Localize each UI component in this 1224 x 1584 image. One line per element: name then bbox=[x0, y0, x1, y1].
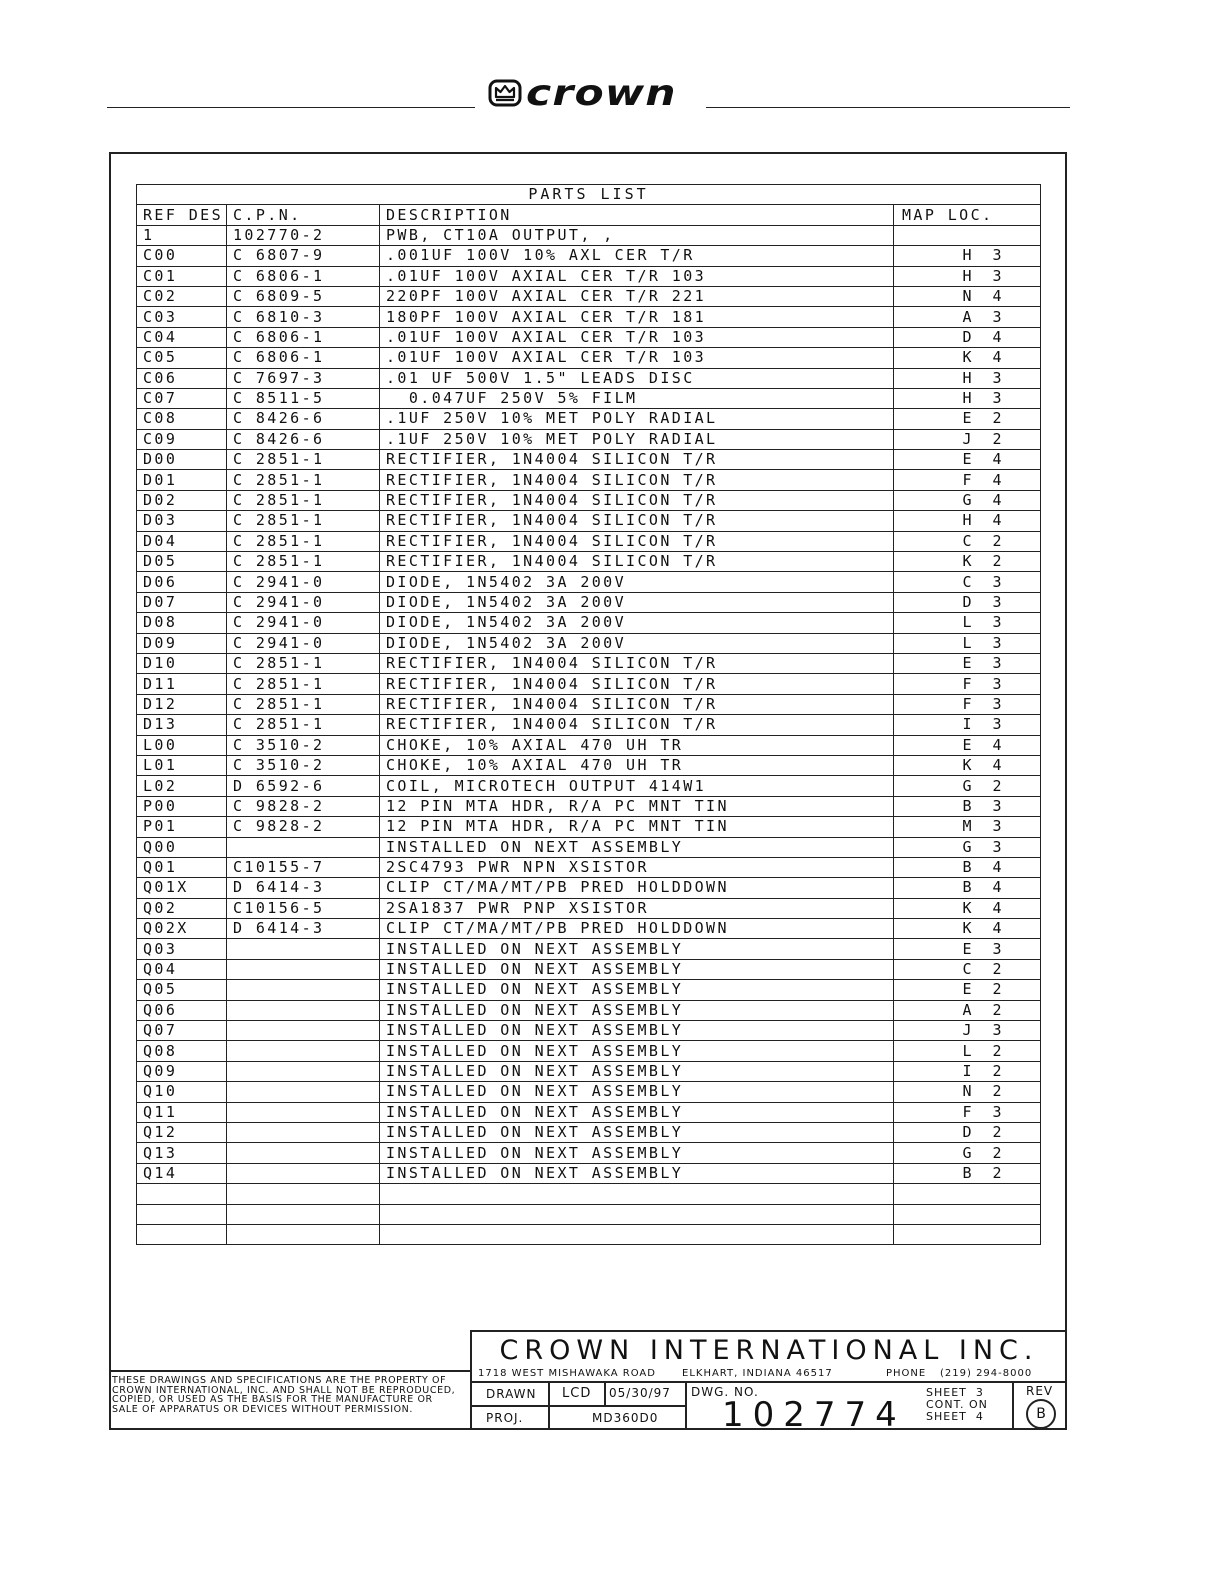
table-row bbox=[137, 368, 1041, 388]
cpn-cell: C 2851-1 bbox=[227, 653, 380, 673]
cpn-cell: C 6806-1 bbox=[227, 266, 380, 286]
table-row bbox=[137, 348, 1041, 368]
cpn-cell bbox=[227, 939, 380, 959]
title-block-div1 bbox=[548, 1381, 550, 1430]
ref-cell: C00 bbox=[137, 246, 227, 266]
description-cell: RECTIFIER, 1N4004 SILICON T/R bbox=[380, 511, 894, 531]
map-loc-cell: H 3 bbox=[894, 368, 1041, 388]
title-block-mid bbox=[470, 1381, 1067, 1383]
description-cell: 2SA1837 PWR PNP XSISTOR bbox=[380, 898, 894, 918]
table-row bbox=[137, 1082, 1041, 1102]
cpn-cell bbox=[227, 837, 380, 857]
cpn-cell: D 6414-3 bbox=[227, 919, 380, 939]
ref-cell bbox=[137, 1224, 227, 1244]
ref-cell: Q03 bbox=[137, 939, 227, 959]
description-cell bbox=[380, 1204, 894, 1224]
map-loc-cell: K 2 bbox=[894, 552, 1041, 572]
cpn-cell bbox=[227, 1163, 380, 1183]
map-loc-cell: C 2 bbox=[894, 531, 1041, 551]
map-loc-cell bbox=[894, 1204, 1041, 1224]
drawn-by: LCD bbox=[562, 1386, 592, 1401]
cpn-cell: C 2851-1 bbox=[227, 674, 380, 694]
map-loc-cell: A 2 bbox=[894, 1000, 1041, 1020]
cpn-cell: D 6414-3 bbox=[227, 878, 380, 898]
map-loc-cell: K 4 bbox=[894, 348, 1041, 368]
cpn-cell: C 3510-2 bbox=[227, 735, 380, 755]
ref-cell: P00 bbox=[137, 796, 227, 816]
description-cell: CLIP CT/MA/MT/PB PRED HOLDDOWN bbox=[380, 878, 894, 898]
description-cell: RECTIFIER, 1N4004 SILICON T/R bbox=[380, 470, 894, 490]
crown-icon bbox=[488, 78, 522, 108]
cpn-cell: C 8426-6 bbox=[227, 429, 380, 449]
table-row bbox=[137, 613, 1041, 633]
table-row bbox=[137, 409, 1041, 429]
cpn-cell: C 6806-1 bbox=[227, 327, 380, 347]
company-name: CROWN INTERNATIONAL INC. bbox=[499, 1335, 1039, 1366]
table-row bbox=[137, 450, 1041, 470]
title-block-top bbox=[470, 1330, 1067, 1332]
description-cell: .01 UF 500V 1.5" LEADS DISC bbox=[380, 368, 894, 388]
map-loc-cell: H 3 bbox=[894, 266, 1041, 286]
description-cell: INSTALLED ON NEXT ASSEMBLY bbox=[380, 837, 894, 857]
map-loc-cell: B 3 bbox=[894, 796, 1041, 816]
description-cell: .1UF 250V 10% MET POLY RADIAL bbox=[380, 409, 894, 429]
map-loc-cell bbox=[894, 1224, 1041, 1244]
table-row bbox=[137, 857, 1041, 877]
cpn-cell: C 2851-1 bbox=[227, 490, 380, 510]
description-cell: PWB, CT10A OUTPUT, , bbox=[380, 225, 894, 245]
table-row bbox=[137, 1041, 1041, 1061]
map-loc-cell bbox=[894, 1184, 1041, 1204]
table-row bbox=[137, 429, 1041, 449]
title-block-row bbox=[470, 1405, 685, 1407]
cpn-cell: C 2941-0 bbox=[227, 592, 380, 612]
map-loc-cell: E 3 bbox=[894, 939, 1041, 959]
map-loc-cell: A 3 bbox=[894, 307, 1041, 327]
cpn-cell: C 3510-2 bbox=[227, 755, 380, 775]
map-loc-cell: K 4 bbox=[894, 898, 1041, 918]
phone-number: (219) 294-8000 bbox=[940, 1368, 1033, 1379]
ref-cell: D08 bbox=[137, 613, 227, 633]
ref-cell: C03 bbox=[137, 307, 227, 327]
map-loc-cell: E 4 bbox=[894, 735, 1041, 755]
ref-cell: D09 bbox=[137, 633, 227, 653]
map-loc-cell: N 4 bbox=[894, 286, 1041, 306]
table-row bbox=[137, 572, 1041, 592]
description-cell: CHOKE, 10% AXIAL 470 UH TR bbox=[380, 755, 894, 775]
map-loc-cell: I 2 bbox=[894, 1061, 1041, 1081]
map-loc-cell: E 2 bbox=[894, 980, 1041, 1000]
cpn-cell: C 6810-3 bbox=[227, 307, 380, 327]
table-row bbox=[137, 531, 1041, 551]
dwg-no-label: DWG. NO. bbox=[691, 1385, 759, 1399]
description-cell: RECTIFIER, 1N4004 SILICON T/R bbox=[380, 715, 894, 735]
description-cell: 220PF 100V AXIAL CER T/R 221 bbox=[380, 286, 894, 306]
description-cell: 0.047UF 250V 5% FILM bbox=[380, 388, 894, 408]
ref-cell: L01 bbox=[137, 755, 227, 775]
description-cell: CHOKE, 10% AXIAL 470 UH TR bbox=[380, 735, 894, 755]
map-loc-cell: D 2 bbox=[894, 1122, 1041, 1142]
ref-cell: D03 bbox=[137, 511, 227, 531]
map-loc-cell: F 3 bbox=[894, 674, 1041, 694]
revision-badge: B bbox=[1026, 1399, 1056, 1429]
map-loc-cell: C 2 bbox=[894, 959, 1041, 979]
table-row bbox=[137, 266, 1041, 286]
ref-cell: C05 bbox=[137, 348, 227, 368]
description-cell: INSTALLED ON NEXT ASSEMBLY bbox=[380, 939, 894, 959]
ref-cell: Q01X bbox=[137, 878, 227, 898]
proj-value: MD360D0 bbox=[592, 1411, 659, 1425]
table-row bbox=[137, 1184, 1041, 1204]
notice-top-line bbox=[109, 1370, 470, 1372]
table-row bbox=[137, 735, 1041, 755]
ref-cell: C06 bbox=[137, 368, 227, 388]
ref-cell bbox=[137, 1204, 227, 1224]
description-cell: 2SC4793 PWR NPN XSISTOR bbox=[380, 857, 894, 877]
ref-cell: C02 bbox=[137, 286, 227, 306]
ref-cell: Q11 bbox=[137, 1102, 227, 1122]
map-loc-cell: B 2 bbox=[894, 1163, 1041, 1183]
table-row bbox=[137, 796, 1041, 816]
table-row bbox=[137, 225, 1041, 245]
cpn-cell: D 6592-6 bbox=[227, 776, 380, 796]
cpn-cell bbox=[227, 1102, 380, 1122]
description-cell: INSTALLED ON NEXT ASSEMBLY bbox=[380, 1061, 894, 1081]
cpn-cell bbox=[227, 1184, 380, 1204]
header-row bbox=[137, 205, 1041, 225]
phone-label: PHONE bbox=[886, 1368, 927, 1379]
description-cell: INSTALLED ON NEXT ASSEMBLY bbox=[380, 1122, 894, 1142]
description-cell: .1UF 250V 10% MET POLY RADIAL bbox=[380, 429, 894, 449]
map-loc-cell bbox=[894, 225, 1041, 245]
table-row bbox=[137, 633, 1041, 653]
map-loc-cell: K 4 bbox=[894, 755, 1041, 775]
ref-cell: D11 bbox=[137, 674, 227, 694]
cpn-cell bbox=[227, 1224, 380, 1244]
ref-cell: D01 bbox=[137, 470, 227, 490]
ref-cell: D12 bbox=[137, 694, 227, 714]
col-map-header: MAP LOC. bbox=[894, 205, 1041, 225]
ref-cell: Q10 bbox=[137, 1082, 227, 1102]
description-cell: .01UF 100V AXIAL CER T/R 103 bbox=[380, 327, 894, 347]
table-row bbox=[137, 490, 1041, 510]
ref-cell: L02 bbox=[137, 776, 227, 796]
ref-cell: Q02X bbox=[137, 919, 227, 939]
drawing-number: 102774 bbox=[722, 1395, 906, 1435]
cpn-cell: C 2941-0 bbox=[227, 572, 380, 592]
description-cell: INSTALLED ON NEXT ASSEMBLY bbox=[380, 1041, 894, 1061]
description-cell: INSTALLED ON NEXT ASSEMBLY bbox=[380, 959, 894, 979]
map-loc-cell: C 3 bbox=[894, 572, 1041, 592]
table-row bbox=[137, 837, 1041, 857]
description-cell: INSTALLED ON NEXT ASSEMBLY bbox=[380, 1021, 894, 1041]
map-loc-cell: D 3 bbox=[894, 592, 1041, 612]
table-row bbox=[137, 980, 1041, 1000]
map-loc-cell: G 2 bbox=[894, 776, 1041, 796]
ref-cell: Q05 bbox=[137, 980, 227, 1000]
cpn-cell: C 2851-1 bbox=[227, 715, 380, 735]
table-row bbox=[137, 1204, 1041, 1224]
description-cell bbox=[380, 1184, 894, 1204]
description-cell: INSTALLED ON NEXT ASSEMBLY bbox=[380, 1143, 894, 1163]
title-block-div3 bbox=[685, 1381, 687, 1430]
map-loc-cell: B 4 bbox=[894, 878, 1041, 898]
table-row bbox=[137, 388, 1041, 408]
cpn-cell: C 9828-2 bbox=[227, 796, 380, 816]
parts-list-table bbox=[136, 184, 1041, 1245]
ref-cell: Q07 bbox=[137, 1021, 227, 1041]
table-row bbox=[137, 307, 1041, 327]
map-loc-cell: E 2 bbox=[894, 409, 1041, 429]
description-cell: DIODE, 1N5402 3A 200V bbox=[380, 613, 894, 633]
description-cell bbox=[380, 1224, 894, 1244]
ref-cell: D07 bbox=[137, 592, 227, 612]
cpn-cell bbox=[227, 1021, 380, 1041]
table-row bbox=[137, 939, 1041, 959]
ref-cell: 1 bbox=[137, 225, 227, 245]
ref-cell: P01 bbox=[137, 817, 227, 837]
table-row bbox=[137, 1224, 1041, 1244]
map-loc-cell: F 4 bbox=[894, 470, 1041, 490]
cpn-cell: C 8511-5 bbox=[227, 388, 380, 408]
ref-cell: D05 bbox=[137, 552, 227, 572]
description-cell: DIODE, 1N5402 3A 200V bbox=[380, 592, 894, 612]
ref-cell: Q06 bbox=[137, 1000, 227, 1020]
ref-cell: Q14 bbox=[137, 1163, 227, 1183]
description-cell: RECTIFIER, 1N4004 SILICON T/R bbox=[380, 653, 894, 673]
ref-cell: Q13 bbox=[137, 1143, 227, 1163]
parts-title-row bbox=[137, 185, 1041, 205]
map-loc-cell: L 3 bbox=[894, 613, 1041, 633]
title-block-div2 bbox=[604, 1381, 606, 1405]
company-street: 1718 WEST MISHAWAKA ROAD bbox=[478, 1368, 656, 1379]
table-row bbox=[137, 1102, 1041, 1122]
table-row bbox=[137, 959, 1041, 979]
table-row bbox=[137, 776, 1041, 796]
ref-cell: Q04 bbox=[137, 959, 227, 979]
table-row bbox=[137, 592, 1041, 612]
table-row bbox=[137, 246, 1041, 266]
cpn-cell: C 2941-0 bbox=[227, 633, 380, 653]
ref-cell: Q02 bbox=[137, 898, 227, 918]
description-cell: INSTALLED ON NEXT ASSEMBLY bbox=[380, 1163, 894, 1183]
ref-cell: C09 bbox=[137, 429, 227, 449]
description-cell: DIODE, 1N5402 3A 200V bbox=[380, 572, 894, 592]
col-ref-header: REF DES bbox=[137, 205, 227, 225]
table-row bbox=[137, 286, 1041, 306]
table-row bbox=[137, 1143, 1041, 1163]
map-loc-cell: L 3 bbox=[894, 633, 1041, 653]
cpn-cell bbox=[227, 1122, 380, 1142]
table-row bbox=[137, 817, 1041, 837]
map-loc-cell: D 4 bbox=[894, 327, 1041, 347]
ref-cell: C04 bbox=[137, 327, 227, 347]
map-loc-cell: H 4 bbox=[894, 511, 1041, 531]
cpn-cell: C 9828-2 bbox=[227, 817, 380, 837]
title-block-div4 bbox=[1012, 1381, 1014, 1430]
table-row bbox=[137, 898, 1041, 918]
description-cell: 12 PIN MTA HDR, R/A PC MNT TIN bbox=[380, 817, 894, 837]
description-cell: .001UF 100V 10% AXL CER T/R bbox=[380, 246, 894, 266]
map-loc-cell: E 3 bbox=[894, 653, 1041, 673]
cpn-cell bbox=[227, 1204, 380, 1224]
table-row bbox=[137, 674, 1041, 694]
cpn-cell: C 2851-1 bbox=[227, 470, 380, 490]
ref-cell: Q09 bbox=[137, 1061, 227, 1081]
map-loc-cell: E 4 bbox=[894, 450, 1041, 470]
table-row bbox=[137, 327, 1041, 347]
map-loc-cell: G 2 bbox=[894, 1143, 1041, 1163]
ref-cell: D10 bbox=[137, 653, 227, 673]
title-block-left bbox=[470, 1330, 472, 1430]
ref-cell bbox=[137, 1184, 227, 1204]
table-row bbox=[137, 1163, 1041, 1183]
table-row bbox=[137, 470, 1041, 490]
cpn-cell: C10155-7 bbox=[227, 857, 380, 877]
header-rule-left bbox=[107, 107, 475, 108]
col-desc-header: DESCRIPTION bbox=[380, 205, 894, 225]
ref-cell: C07 bbox=[137, 388, 227, 408]
map-loc-cell: L 2 bbox=[894, 1041, 1041, 1061]
description-cell: INSTALLED ON NEXT ASSEMBLY bbox=[380, 1102, 894, 1122]
map-loc-cell: H 3 bbox=[894, 246, 1041, 266]
table-row bbox=[137, 653, 1041, 673]
description-cell: RECTIFIER, 1N4004 SILICON T/R bbox=[380, 694, 894, 714]
cpn-cell: C 2851-1 bbox=[227, 450, 380, 470]
ref-cell: Q01 bbox=[137, 857, 227, 877]
table-row bbox=[137, 1021, 1041, 1041]
map-loc-cell: J 2 bbox=[894, 429, 1041, 449]
table-row bbox=[137, 919, 1041, 939]
cpn-cell: 102770-2 bbox=[227, 225, 380, 245]
description-cell: CLIP CT/MA/MT/PB PRED HOLDDOWN bbox=[380, 919, 894, 939]
table-row bbox=[137, 694, 1041, 714]
cpn-cell: C 2941-0 bbox=[227, 613, 380, 633]
table-row bbox=[137, 1061, 1041, 1081]
cpn-cell: C 7697-3 bbox=[227, 368, 380, 388]
table-row bbox=[137, 511, 1041, 531]
cpn-cell: C 6806-1 bbox=[227, 348, 380, 368]
cpn-cell: C 2851-1 bbox=[227, 531, 380, 551]
description-cell: RECTIFIER, 1N4004 SILICON T/R bbox=[380, 490, 894, 510]
table-row bbox=[137, 1122, 1041, 1142]
proj-label: PROJ. bbox=[486, 1411, 524, 1425]
ref-cell: Q12 bbox=[137, 1122, 227, 1142]
cpn-cell: C 2851-1 bbox=[227, 694, 380, 714]
ref-cell: D04 bbox=[137, 531, 227, 551]
cpn-cell bbox=[227, 1061, 380, 1081]
cpn-cell bbox=[227, 959, 380, 979]
ref-cell: C08 bbox=[137, 409, 227, 429]
rev-label: REV bbox=[1026, 1384, 1054, 1398]
description-cell: INSTALLED ON NEXT ASSEMBLY bbox=[380, 980, 894, 1000]
description-cell: .01UF 100V AXIAL CER T/R 103 bbox=[380, 266, 894, 286]
cpn-cell: C 2851-1 bbox=[227, 511, 380, 531]
cpn-cell: C 2851-1 bbox=[227, 552, 380, 572]
description-cell: DIODE, 1N5402 3A 200V bbox=[380, 633, 894, 653]
description-cell: 12 PIN MTA HDR, R/A PC MNT TIN bbox=[380, 796, 894, 816]
parts-list-title: PARTS LIST bbox=[137, 185, 1041, 205]
map-loc-cell: G 4 bbox=[894, 490, 1041, 510]
company-city: ELKHART, INDIANA 46517 bbox=[682, 1368, 833, 1379]
ref-cell: D02 bbox=[137, 490, 227, 510]
property-notice: THESE DRAWINGS AND SPECIFICATIONS ARE THE PROPERTY OF CROWN INTERNATIONAL, INC. AND SHALL NOT BE REPRODUCED, COPIED, OR USED AS THE BASIS FOR THE MANUFACTURE OR SALE OF APPARATUS OR DEVICES WITHOUT PERMISSION. bbox=[112, 1375, 456, 1415]
map-loc-cell: G 3 bbox=[894, 837, 1041, 857]
description-cell: RECTIFIER, 1N4004 SILICON T/R bbox=[380, 450, 894, 470]
ref-cell: C01 bbox=[137, 266, 227, 286]
cpn-cell bbox=[227, 1000, 380, 1020]
description-cell: 180PF 100V AXIAL CER T/R 181 bbox=[380, 307, 894, 327]
description-cell: RECTIFIER, 1N4004 SILICON T/R bbox=[380, 531, 894, 551]
table-row bbox=[137, 755, 1041, 775]
description-cell: COIL, MICROTECH OUTPUT 414W1 bbox=[380, 776, 894, 796]
drawn-date: 05/30/97 bbox=[609, 1386, 671, 1400]
brand-name: crown bbox=[526, 73, 677, 114]
ref-cell: D06 bbox=[137, 572, 227, 592]
map-loc-cell: F 3 bbox=[894, 694, 1041, 714]
map-loc-cell: F 3 bbox=[894, 1102, 1041, 1122]
table-row bbox=[137, 715, 1041, 735]
map-loc-cell: K 4 bbox=[894, 919, 1041, 939]
map-loc-cell: I 3 bbox=[894, 715, 1041, 735]
table-row bbox=[137, 878, 1041, 898]
cpn-cell bbox=[227, 1041, 380, 1061]
cpn-cell: C10156-5 bbox=[227, 898, 380, 918]
table-row bbox=[137, 1000, 1041, 1020]
cpn-cell: C 6807-9 bbox=[227, 246, 380, 266]
cpn-cell bbox=[227, 1082, 380, 1102]
map-loc-cell: B 4 bbox=[894, 857, 1041, 877]
col-cpn-header: C.P.N. bbox=[227, 205, 380, 225]
ref-cell: Q08 bbox=[137, 1041, 227, 1061]
description-cell: INSTALLED ON NEXT ASSEMBLY bbox=[380, 1082, 894, 1102]
description-cell: RECTIFIER, 1N4004 SILICON T/R bbox=[380, 674, 894, 694]
map-loc-cell: H 3 bbox=[894, 388, 1041, 408]
ref-cell: D00 bbox=[137, 450, 227, 470]
cpn-cell: C 8426-6 bbox=[227, 409, 380, 429]
sheet-info: SHEET 3 CONT. ON SHEET 4 bbox=[926, 1386, 988, 1423]
cpn-cell bbox=[227, 980, 380, 1000]
map-loc-cell: N 2 bbox=[894, 1082, 1041, 1102]
crown-logo bbox=[488, 73, 703, 114]
map-loc-cell: J 3 bbox=[894, 1021, 1041, 1041]
cpn-cell bbox=[227, 1143, 380, 1163]
description-cell: INSTALLED ON NEXT ASSEMBLY bbox=[380, 1000, 894, 1020]
description-cell: .01UF 100V AXIAL CER T/R 103 bbox=[380, 348, 894, 368]
drawn-label: DRAWN bbox=[486, 1387, 537, 1401]
map-loc-cell: M 3 bbox=[894, 817, 1041, 837]
cpn-cell: C 6809-5 bbox=[227, 286, 380, 306]
ref-cell: D13 bbox=[137, 715, 227, 735]
table-row bbox=[137, 552, 1041, 572]
description-cell: RECTIFIER, 1N4004 SILICON T/R bbox=[380, 552, 894, 572]
header-rule-right bbox=[706, 107, 1070, 108]
ref-cell: Q00 bbox=[137, 837, 227, 857]
ref-cell: L00 bbox=[137, 735, 227, 755]
